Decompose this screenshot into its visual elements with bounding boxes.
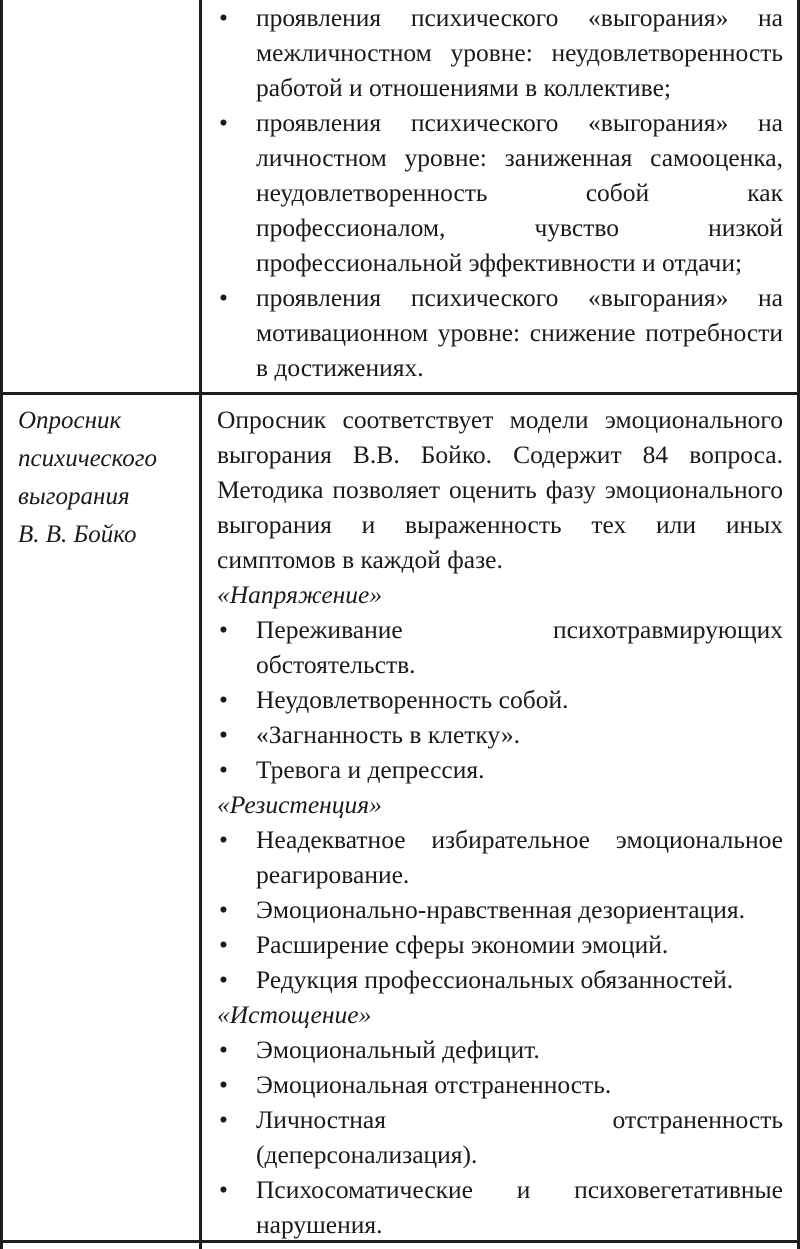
list-item-text: Расширение сферы экономии эмоций. xyxy=(256,930,669,959)
list-item-text: «Загнанность в клетку». xyxy=(256,720,520,749)
burnout-manifestations-list xyxy=(217,0,783,385)
method-name-cell xyxy=(18,402,190,554)
list-item-text: Неудовлетворенность собой. xyxy=(256,685,569,714)
bullet: • xyxy=(219,615,228,644)
list-item xyxy=(217,752,783,787)
list-item xyxy=(217,1067,783,1102)
table-row-divider xyxy=(0,392,800,395)
bullet: • xyxy=(219,108,228,137)
list-item xyxy=(217,1172,783,1242)
list-item xyxy=(217,927,783,962)
list-item xyxy=(217,612,783,682)
list-item-text: проявления психического «выгорания» на межличностном уровне: неудовлетворенность работой и отношениями в коллективе; xyxy=(256,3,783,102)
list-item-text: Личностная отстраненность (деперсонализация). xyxy=(256,1105,783,1169)
list-item xyxy=(217,717,783,752)
phase-symptom-list xyxy=(217,612,783,787)
bullet: • xyxy=(219,965,228,994)
phase-symptom-list xyxy=(217,822,783,997)
list-item-text: проявления психического «выгорания» на мотивационном уровне: снижение потребности в достижениях. xyxy=(256,283,783,382)
bullet: • xyxy=(219,895,228,924)
method-name-line: выгорания xyxy=(18,483,130,510)
list-item xyxy=(217,962,783,997)
bullet: • xyxy=(219,720,228,749)
list-item-text: Психосоматические и психовегетативные нарушения. xyxy=(256,1175,783,1239)
list-item-text: Тревога и депрессия. xyxy=(256,755,485,784)
bullet: • xyxy=(219,755,228,784)
phase-title: «Истощение» xyxy=(217,1000,372,1029)
phase-symptom-list xyxy=(217,1032,783,1242)
bullet: • xyxy=(219,1105,228,1134)
bullet: • xyxy=(219,685,228,714)
list-item-text: Эмоциональный дефицит. xyxy=(256,1035,540,1064)
list-item xyxy=(217,892,783,927)
bullet: • xyxy=(219,1070,228,1099)
list-item xyxy=(217,105,783,280)
table-column-divider xyxy=(199,0,202,1249)
list-item-text: Эмоциональная отстраненность. xyxy=(256,1070,612,1099)
bullet: • xyxy=(219,1175,228,1204)
list-item xyxy=(217,682,783,717)
method-description-cell xyxy=(217,402,783,1242)
phase-title: «Напряжение» xyxy=(217,580,383,609)
list-item-text: Эмоционально-нравственная дезориентация. xyxy=(256,895,745,924)
method-name-line: В. В. Бойко xyxy=(18,521,137,548)
list-item xyxy=(217,0,783,105)
bullet: • xyxy=(219,283,228,312)
list-item xyxy=(217,1032,783,1067)
table-left-border xyxy=(0,0,3,1249)
bullet: • xyxy=(219,1035,228,1064)
list-item-text: проявления психического «выгорания» на личностном уровне: заниженная самооценка, неудовлетворенность собой как профессионалом, чувство низкой профессиональной эффективности и отдачи; xyxy=(256,108,783,277)
method-name-line: Опросник xyxy=(18,407,122,434)
list-item xyxy=(217,1102,783,1172)
list-item-text: Редукция профессиональных обязанностей. xyxy=(256,965,734,994)
list-item-text: Переживание психотравмирующих обстоятельств. xyxy=(256,615,783,679)
list-item xyxy=(217,822,783,892)
bullet: • xyxy=(219,3,228,32)
list-item xyxy=(217,280,783,385)
method-description: Опросник соответствует модели эмоционального выгорания В.В. Бойко. Содержит 84 вопроса. Методика позволяет оценить фазу эмоционального выгорания и выраженность тех или иных симптомов в каждой фазе. xyxy=(217,405,783,574)
list-item-text: Неадекватное избирательное эмоциональное реагирование. xyxy=(256,825,783,889)
method-name-line: психического xyxy=(18,445,157,472)
top-row-content-cell xyxy=(217,0,783,385)
phase-title: «Резистенция» xyxy=(217,790,382,819)
bullet: • xyxy=(219,930,228,959)
bullet: • xyxy=(219,825,228,854)
